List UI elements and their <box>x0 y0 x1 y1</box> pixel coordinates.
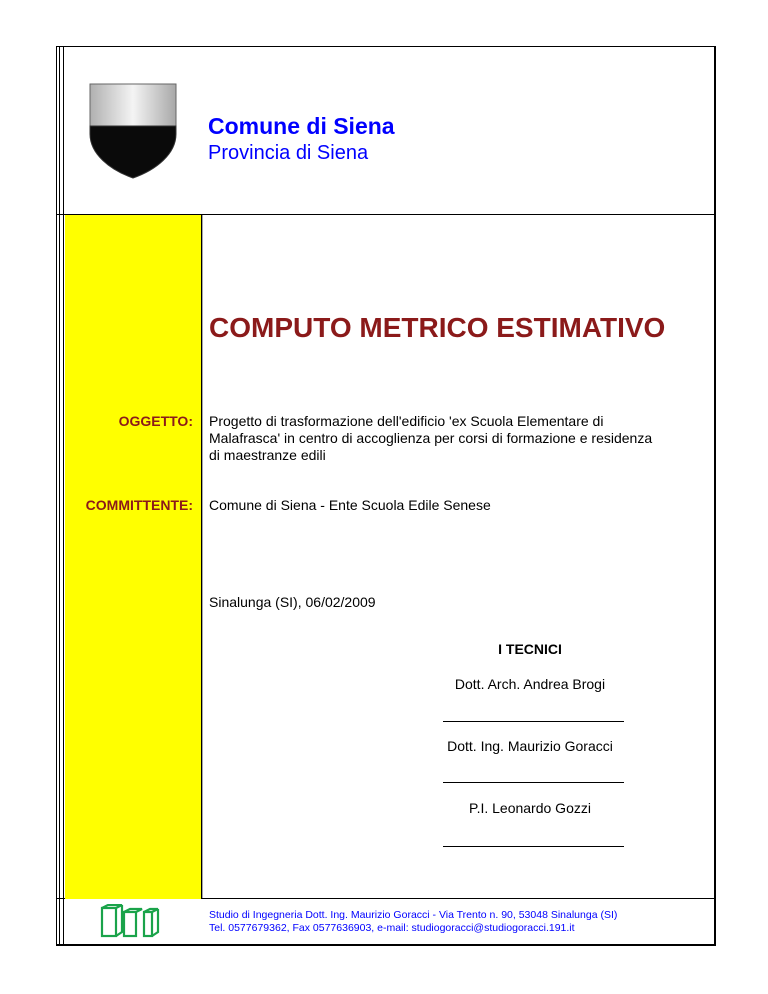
provincia-name: Provincia di Siena <box>208 142 369 164</box>
siena-crest-icon <box>88 82 178 180</box>
signature-line <box>443 721 624 722</box>
oggetto-value <box>209 413 709 464</box>
signature-line <box>443 782 624 783</box>
place-date: Sinalunga (SI), 06/02/2009 <box>209 594 376 610</box>
tecnico-name: P.I. Leonardo Gozzi <box>469 800 591 816</box>
footer-address: Studio di Ingegneria Dott. Ing. Maurizio Goracci - Via Trento n. 90, 53048 Sinalunga (SI) <box>209 909 618 921</box>
committente-value: Comune di Siena - Ente Scuola Edile Senese <box>209 497 491 513</box>
oggetto-label: OGGETTO: <box>118 413 193 429</box>
oggetto-line: di maestranze edili <box>209 447 326 463</box>
committente-label: COMMITTENTE: <box>85 497 193 513</box>
tecnico-name: Dott. Arch. Andrea Brogi <box>454 676 606 692</box>
oggetto-line: Progetto di trasformazione dell'edificio 'ex Scuola Elementare di <box>209 413 604 429</box>
yellow-sidebar <box>65 215 201 899</box>
tecnici-heading: I TECNICI <box>498 641 562 657</box>
sidebar-divider-shadow <box>202 215 203 899</box>
document-title: COMPUTO METRICO ESTIMATIVO <box>209 312 666 343</box>
footer-contacts: Tel. 0577679362, Fax 0577636903, e-mail: studiogoracci@studiogoracci.191.it <box>209 922 575 934</box>
studio-logo-icon <box>98 904 162 940</box>
tecnico-name: Dott. Ing. Maurizio Goracci <box>447 738 613 754</box>
signature-line <box>443 846 624 847</box>
frame-left-border <box>56 46 64 946</box>
footer-text <box>209 909 617 935</box>
oggetto-line: Malafrasca' in centro di accoglienza per corsi di formazione e residenza <box>209 430 653 446</box>
comune-name: Comune di Siena <box>208 113 395 139</box>
